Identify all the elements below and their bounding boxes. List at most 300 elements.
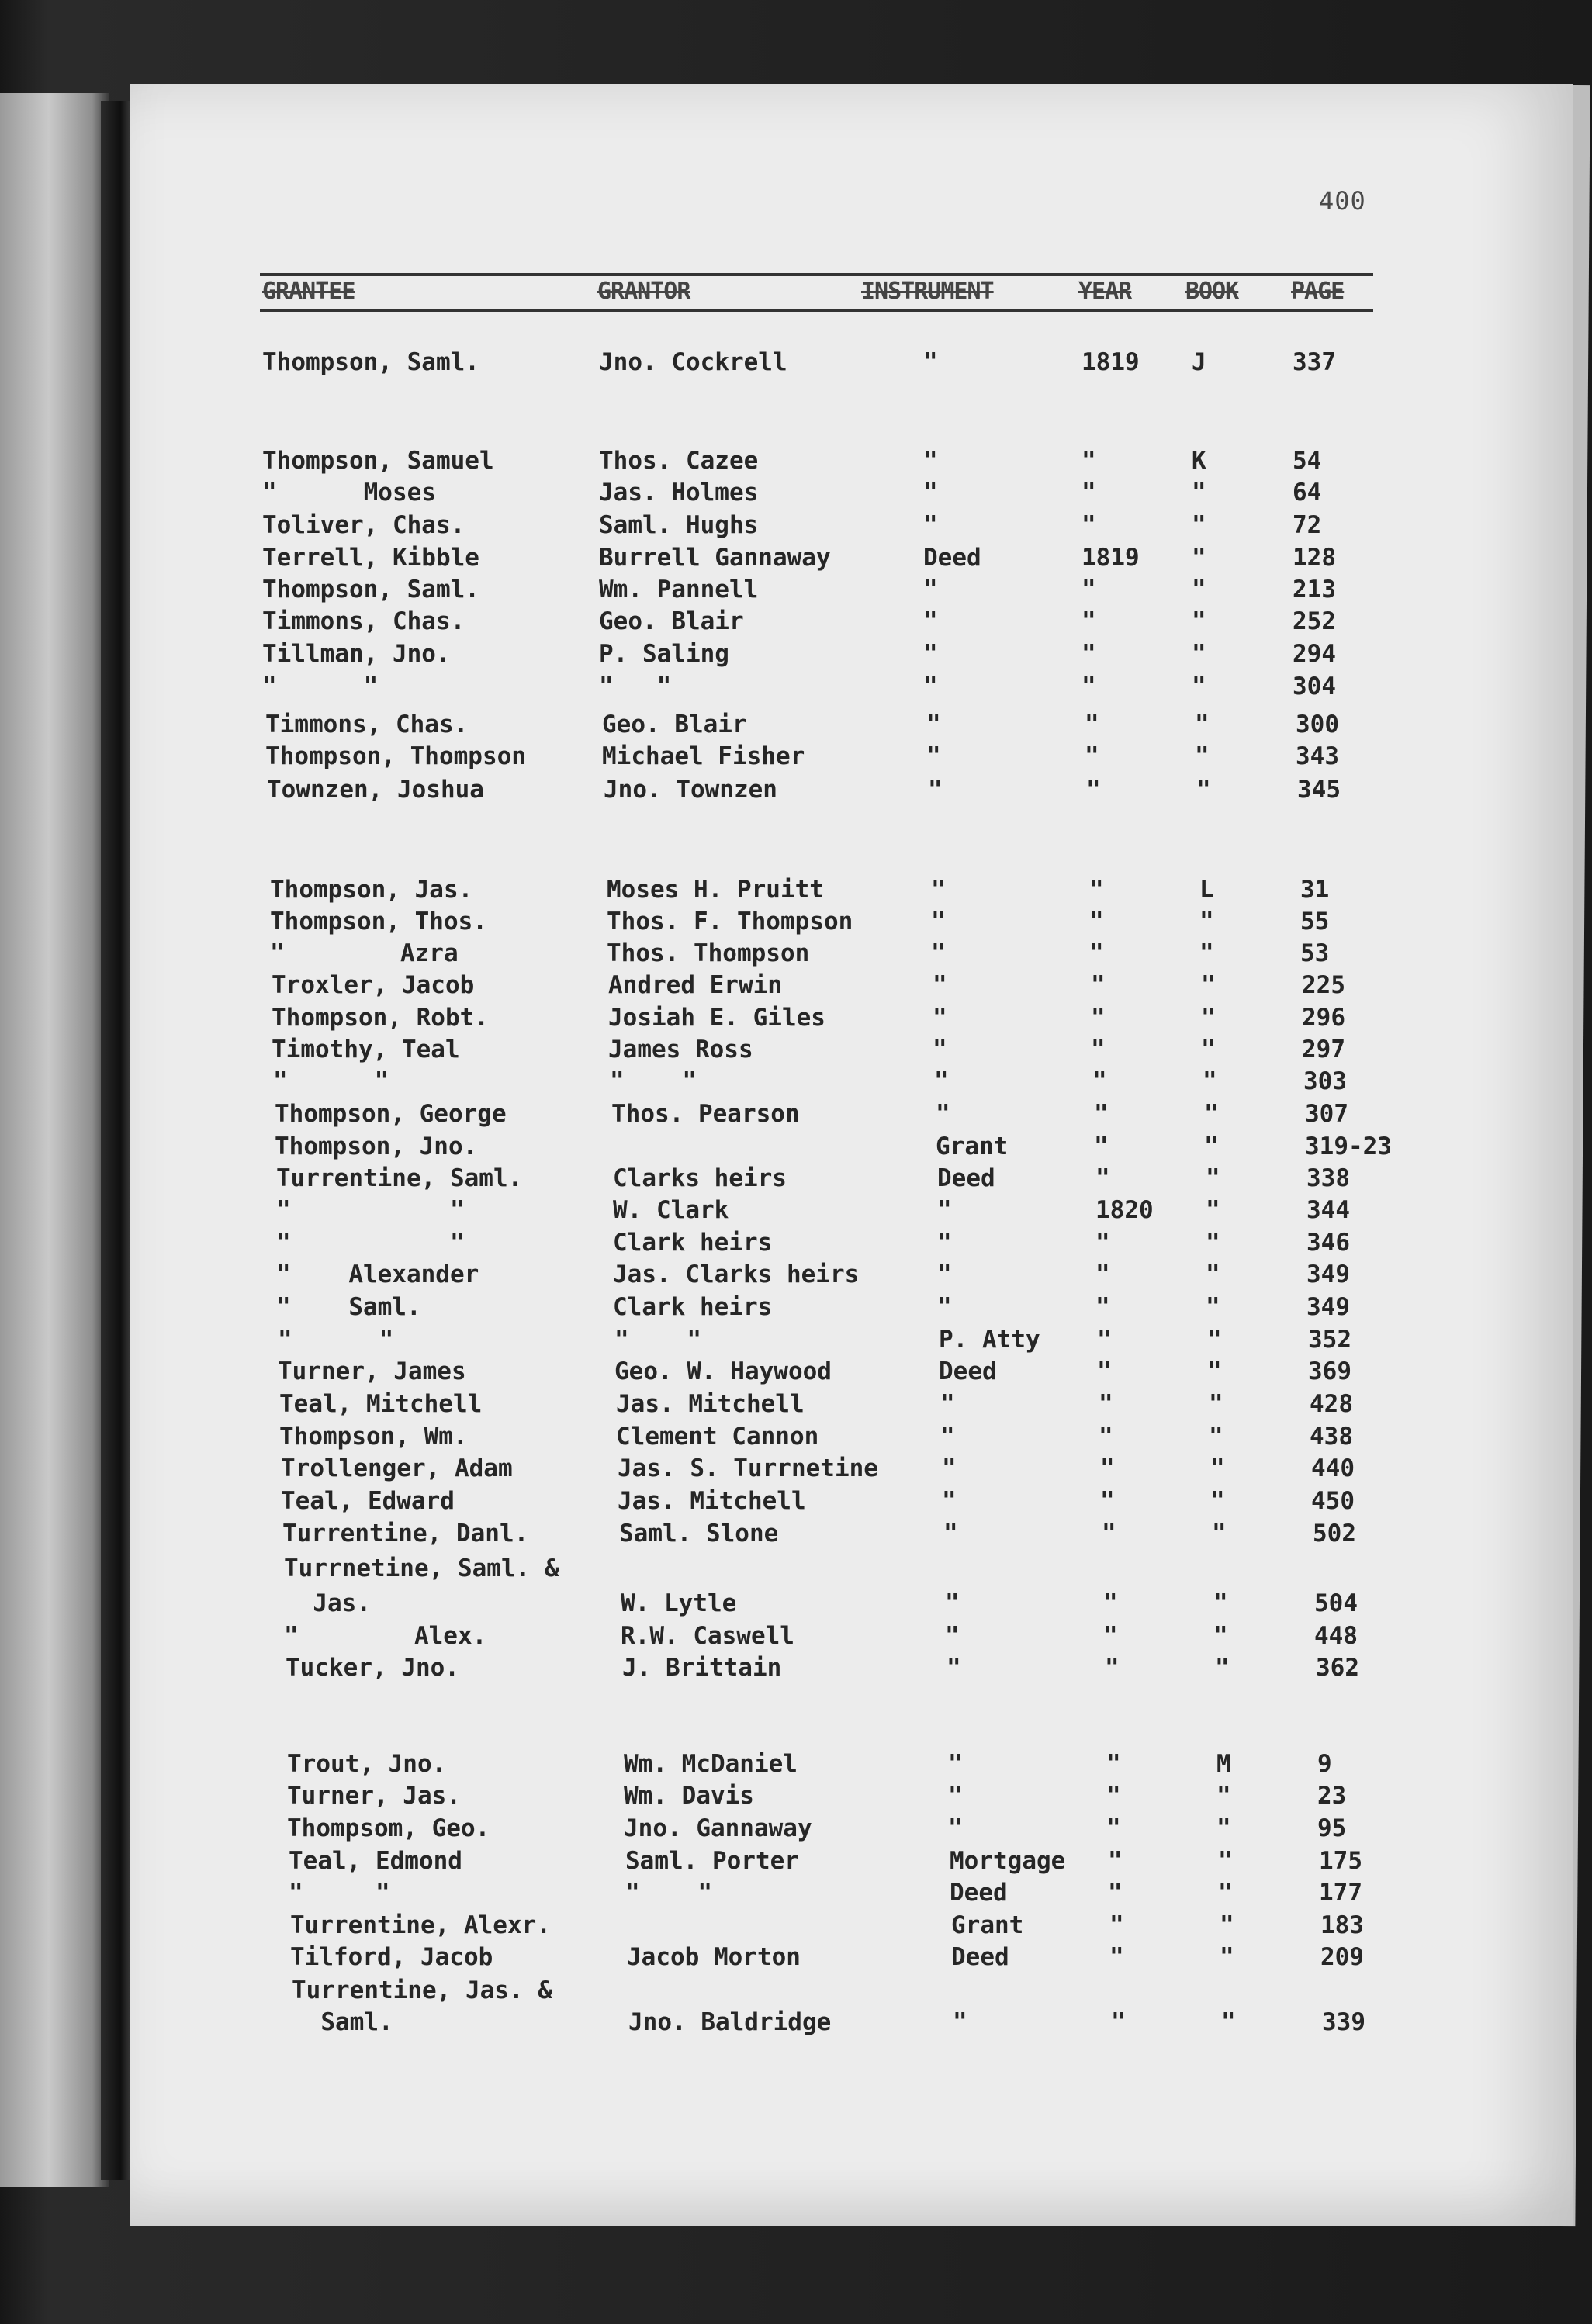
grantee-cell: Turrentine, Saml. bbox=[276, 1164, 523, 1192]
instrument-cell: " bbox=[926, 711, 941, 738]
header-grantor: GRANTOR bbox=[597, 278, 690, 305]
page-cell: 23 bbox=[1317, 1782, 1347, 1810]
instrument-cell: " bbox=[953, 2008, 967, 2036]
grantee-cell: Toliver, Chas. bbox=[262, 511, 465, 539]
year-cell: " bbox=[1095, 1261, 1110, 1288]
year-cell: " bbox=[1102, 1520, 1116, 1548]
instrument-cell: Grant bbox=[951, 1911, 1024, 1939]
table-row bbox=[0, 1323, 1592, 1357]
table-row bbox=[0, 476, 1592, 510]
book-cell: " bbox=[1215, 1654, 1230, 1682]
page-cell: 319-23 bbox=[1305, 1133, 1392, 1160]
book-cell: " bbox=[1212, 1520, 1227, 1548]
table-row bbox=[0, 541, 1592, 575]
book-cell: " bbox=[1203, 1067, 1217, 1095]
instrument-cell: " bbox=[923, 479, 938, 507]
year-cell: " bbox=[1106, 1782, 1121, 1810]
book-cell: " bbox=[1204, 1133, 1219, 1160]
instrument-cell: " bbox=[933, 1004, 947, 1032]
page-cell: 209 bbox=[1320, 1943, 1364, 1971]
grantee-cell: " " bbox=[289, 1879, 390, 1907]
grantee-cell: Teal, Edward bbox=[281, 1487, 455, 1515]
page-cell: 337 bbox=[1293, 348, 1336, 376]
table-row bbox=[0, 936, 1592, 970]
page-number: 400 bbox=[1319, 186, 1366, 216]
page-cell: 54 bbox=[1293, 447, 1322, 475]
year-cell: " bbox=[1108, 1847, 1123, 1875]
instrument-cell: " bbox=[945, 1589, 960, 1617]
table-row bbox=[0, 873, 1592, 907]
grantee-cell: " Saml. bbox=[276, 1293, 421, 1321]
grantee-cell: Turrnetine, Saml. & bbox=[284, 1555, 559, 1582]
book-cell: " bbox=[1206, 1261, 1220, 1288]
grantor-cell: Moses H. Pruitt bbox=[607, 876, 824, 904]
grantor-cell: Saml. Porter bbox=[625, 1847, 799, 1875]
year-cell: " bbox=[1094, 1133, 1109, 1160]
book-cell: " bbox=[1220, 1943, 1234, 1971]
year-cell: " bbox=[1097, 1326, 1112, 1354]
grantee-cell: Turrentine, Danl. bbox=[282, 1520, 529, 1548]
grantor-cell: W. Lytle bbox=[621, 1589, 737, 1617]
instrument-cell: " bbox=[942, 1454, 957, 1482]
table-row bbox=[0, 1129, 1592, 1164]
grantor-cell: Wm. Davis bbox=[624, 1782, 754, 1810]
grantor-cell: Saml. Slone bbox=[619, 1520, 779, 1548]
page-cell: 72 bbox=[1293, 511, 1322, 539]
year-cell: " bbox=[1100, 1487, 1115, 1515]
instrument-cell: " bbox=[947, 1654, 961, 1682]
instrument-cell: " bbox=[937, 1229, 952, 1257]
page-cell: 177 bbox=[1319, 1879, 1362, 1907]
book-cell: " bbox=[1209, 1390, 1223, 1418]
instrument-cell: " bbox=[923, 511, 938, 539]
instrument-cell: " bbox=[931, 876, 946, 904]
year-cell: " bbox=[1086, 776, 1101, 804]
grantee-cell: Thompson, Samuel bbox=[262, 447, 494, 475]
page-cell: 349 bbox=[1306, 1261, 1350, 1288]
year-cell: " bbox=[1108, 1879, 1123, 1907]
year-cell: " bbox=[1082, 673, 1096, 700]
page-cell: 352 bbox=[1308, 1326, 1351, 1354]
instrument-cell: " bbox=[948, 1782, 963, 1810]
book-cell: " bbox=[1204, 1100, 1219, 1128]
grantor-cell: Geo. W. Haywood bbox=[614, 1357, 832, 1385]
book-cell: " bbox=[1192, 673, 1206, 700]
book-cell: " bbox=[1213, 1589, 1228, 1617]
grantor-cell: Thos. Pearson bbox=[611, 1100, 800, 1128]
instrument-cell: " bbox=[936, 1100, 950, 1128]
instrument-cell: " bbox=[923, 607, 938, 635]
year-cell: " bbox=[1082, 479, 1096, 507]
year-cell: " bbox=[1111, 2008, 1126, 2036]
grantor-cell: Jas. Holmes bbox=[599, 479, 759, 507]
table-row bbox=[0, 637, 1592, 671]
table-row bbox=[0, 968, 1592, 1002]
grantee-cell: Thompson, George bbox=[275, 1100, 507, 1128]
grantee-cell: Troxler, Jacob bbox=[272, 971, 475, 999]
grantee-cell: Thompson, Thos. bbox=[270, 908, 487, 935]
year-cell: " bbox=[1105, 1654, 1120, 1682]
book-cell: " bbox=[1207, 1326, 1222, 1354]
instrument-cell: Mortgage bbox=[950, 1847, 1066, 1875]
book-cell: " bbox=[1192, 576, 1206, 603]
table-row bbox=[0, 1257, 1592, 1292]
instrument-cell: Deed bbox=[951, 1943, 1009, 1971]
page-cell: 504 bbox=[1314, 1589, 1358, 1617]
grantor-cell: " " bbox=[614, 1326, 701, 1354]
table-row bbox=[0, 1811, 1592, 1845]
year-cell: " bbox=[1095, 1293, 1110, 1321]
book-cell: J bbox=[1192, 348, 1206, 376]
grantee-cell: " Azra bbox=[270, 939, 459, 967]
grantee-cell: Saml. bbox=[292, 2008, 393, 2036]
book-cell: " bbox=[1213, 1622, 1228, 1650]
grantee-cell: Thompson, Saml. bbox=[262, 348, 479, 376]
grantee-cell: Thompson, Wm. bbox=[279, 1423, 468, 1451]
table-row bbox=[0, 1354, 1592, 1389]
grantor-cell: Geo. Blair bbox=[599, 607, 744, 635]
page-cell: 175 bbox=[1319, 1847, 1362, 1875]
page-cell: 345 bbox=[1297, 776, 1341, 804]
table-row bbox=[0, 904, 1592, 939]
table-row bbox=[0, 1420, 1592, 1454]
year-cell: " bbox=[1085, 711, 1099, 738]
instrument-cell: " bbox=[923, 640, 938, 668]
page-cell: 440 bbox=[1311, 1454, 1355, 1482]
table-row bbox=[0, 1973, 1592, 2008]
book-cell: " bbox=[1216, 1782, 1231, 1810]
instrument-cell: Deed bbox=[937, 1164, 995, 1192]
page-cell: 300 bbox=[1296, 711, 1339, 738]
table-row bbox=[0, 707, 1592, 742]
table-row bbox=[0, 1940, 1592, 1974]
book-cell: " bbox=[1192, 544, 1206, 572]
book-cell: " bbox=[1196, 776, 1211, 804]
book-cell: " bbox=[1192, 511, 1206, 539]
page-cell: 349 bbox=[1306, 1293, 1350, 1321]
grantor-cell: Clark heirs bbox=[613, 1293, 773, 1321]
grantor-cell: W. Clark bbox=[613, 1196, 729, 1224]
page-cell: 346 bbox=[1306, 1229, 1350, 1257]
book-cell: " bbox=[1199, 939, 1214, 967]
book-cell: " bbox=[1206, 1196, 1220, 1224]
instrument-cell: " bbox=[923, 673, 938, 700]
grantor-cell: " " bbox=[599, 673, 672, 700]
book-cell: " bbox=[1206, 1293, 1220, 1321]
book-cell: " bbox=[1206, 1229, 1220, 1257]
grantor-cell: Thos. Thompson bbox=[607, 939, 810, 967]
grantor-cell: Geo. Blair bbox=[602, 711, 747, 738]
grantor-cell: Michael Fisher bbox=[602, 742, 805, 770]
year-cell: " bbox=[1082, 447, 1096, 475]
grantor-cell: Jas. S. Turrnetine bbox=[618, 1454, 878, 1482]
grantee-cell: " " bbox=[278, 1326, 394, 1354]
page-cell: 448 bbox=[1314, 1622, 1358, 1650]
grantor-cell: Jas. Clarks heirs bbox=[613, 1261, 860, 1288]
book-cell: " bbox=[1216, 1814, 1231, 1842]
year-cell: " bbox=[1082, 576, 1096, 603]
grantee-cell: Trollenger, Adam bbox=[281, 1454, 513, 1482]
grantee-cell: Turrentine, Jas. & bbox=[292, 1976, 552, 2004]
page-cell: 438 bbox=[1310, 1423, 1353, 1451]
page-cell: 297 bbox=[1302, 1036, 1345, 1063]
instrument-cell: Deed bbox=[923, 544, 981, 572]
year-cell: " bbox=[1092, 1067, 1107, 1095]
grantor-cell: Saml. Hughs bbox=[599, 511, 759, 539]
grantor-cell: Jno. Gannaway bbox=[624, 1814, 812, 1842]
page-cell: 362 bbox=[1316, 1654, 1359, 1682]
grantor-cell: Andred Erwin bbox=[608, 971, 782, 999]
page-cell: 344 bbox=[1306, 1196, 1350, 1224]
book-cell: " bbox=[1201, 971, 1216, 999]
instrument-cell: " bbox=[945, 1622, 960, 1650]
table-row bbox=[0, 1064, 1592, 1098]
book-cell: " bbox=[1192, 640, 1206, 668]
grantor-cell: Jas. Mitchell bbox=[616, 1390, 805, 1418]
grantee-cell: Trout, Jno. bbox=[287, 1750, 447, 1778]
grantor-cell: Thos. Cazee bbox=[599, 447, 759, 475]
grantor-cell: " " bbox=[610, 1067, 697, 1095]
book-cell: " bbox=[1210, 1454, 1225, 1482]
page-cell: 294 bbox=[1293, 640, 1336, 668]
year-cell: " bbox=[1097, 1357, 1112, 1385]
table-row bbox=[0, 1747, 1592, 1781]
book-cell: " bbox=[1220, 1911, 1234, 1939]
instrument-cell: " bbox=[934, 1067, 949, 1095]
grantor-cell: Jno. Townzen bbox=[604, 776, 777, 804]
year-cell: " bbox=[1091, 1036, 1106, 1063]
grantee-cell: " " bbox=[273, 1067, 389, 1095]
grantor-cell: Wm. Pannell bbox=[599, 576, 759, 603]
grantee-cell: Thompson, Jas. bbox=[270, 876, 473, 904]
year-cell: " bbox=[1106, 1750, 1121, 1778]
grantee-cell: Thompson, Thompson bbox=[265, 742, 526, 770]
page-cell: 304 bbox=[1293, 673, 1336, 700]
year-cell: " bbox=[1091, 1004, 1106, 1032]
table-row bbox=[0, 508, 1592, 542]
instrument-cell: " bbox=[948, 1750, 963, 1778]
table-row bbox=[0, 1619, 1592, 1653]
table-row bbox=[0, 669, 1592, 704]
book-cell: " bbox=[1206, 1164, 1220, 1192]
table-row bbox=[0, 1001, 1592, 1035]
instrument-cell: " bbox=[931, 908, 946, 935]
year-cell: " bbox=[1099, 1423, 1113, 1451]
grantee-cell: Thompsom, Geo. bbox=[287, 1814, 490, 1842]
year-cell: " bbox=[1103, 1622, 1118, 1650]
year-cell: " bbox=[1094, 1100, 1109, 1128]
page-cell: 343 bbox=[1296, 742, 1339, 770]
year-cell: " bbox=[1109, 1943, 1124, 1971]
book-cell: " bbox=[1199, 908, 1214, 935]
year-cell: " bbox=[1109, 1911, 1124, 1939]
page-cell: 450 bbox=[1311, 1487, 1355, 1515]
table-row bbox=[0, 1387, 1592, 1421]
grantor-cell: " " bbox=[625, 1879, 712, 1907]
grantor-cell: Jno. Cockrell bbox=[599, 348, 787, 376]
grantee-cell: Timmons, Chas. bbox=[262, 607, 465, 635]
grantee-cell: Timothy, Teal bbox=[272, 1036, 460, 1063]
table-row bbox=[0, 2005, 1592, 2039]
grantee-cell: Tilford, Jacob bbox=[290, 1943, 493, 1971]
page-cell: 428 bbox=[1310, 1390, 1353, 1418]
instrument-cell: " bbox=[948, 1814, 963, 1842]
header-book: BOOK bbox=[1185, 278, 1239, 305]
year-cell: " bbox=[1085, 742, 1099, 770]
table-row bbox=[0, 1908, 1592, 1942]
page-cell: 339 bbox=[1322, 2008, 1365, 2036]
table-row bbox=[0, 1032, 1592, 1067]
page-cell: 31 bbox=[1300, 876, 1330, 904]
instrument-cell: " bbox=[923, 348, 938, 376]
header-year: YEAR bbox=[1078, 278, 1132, 305]
grantee-cell: " Alexander bbox=[276, 1261, 479, 1288]
grantor-cell: Jas. Mitchell bbox=[618, 1487, 806, 1515]
book-cell: " bbox=[1221, 2008, 1236, 2036]
table-row bbox=[0, 1651, 1592, 1685]
year-cell: " bbox=[1089, 939, 1104, 967]
grantor-cell: Clement Cannon bbox=[616, 1423, 819, 1451]
grantor-cell: Josiah E. Giles bbox=[608, 1004, 825, 1032]
instrument-cell: " bbox=[937, 1261, 952, 1288]
instrument-cell: " bbox=[937, 1293, 952, 1321]
page-cell: 307 bbox=[1305, 1100, 1348, 1128]
page-cell: 252 bbox=[1293, 607, 1336, 635]
table-row bbox=[0, 1097, 1592, 1131]
header-instrument: INSTRUMENT bbox=[861, 278, 994, 305]
page-cell: 502 bbox=[1313, 1520, 1356, 1548]
table-row bbox=[0, 572, 1592, 607]
book-cell: " bbox=[1218, 1847, 1233, 1875]
book-cell: L bbox=[1199, 876, 1214, 904]
instrument-cell: " bbox=[937, 1196, 952, 1224]
table-row bbox=[0, 1226, 1592, 1260]
year-cell: " bbox=[1095, 1164, 1110, 1192]
grantee-cell: Turner, Jas. bbox=[287, 1782, 461, 1810]
table-row bbox=[0, 1484, 1592, 1518]
grantee-cell: Townzen, Joshua bbox=[267, 776, 484, 804]
year-cell: " bbox=[1082, 511, 1096, 539]
year-cell: 1819 bbox=[1082, 544, 1140, 572]
page-cell: 53 bbox=[1300, 939, 1330, 967]
year-cell: " bbox=[1095, 1229, 1110, 1257]
year-cell: " bbox=[1091, 971, 1106, 999]
grantor-cell: Thos. F. Thompson bbox=[607, 908, 853, 935]
year-cell: 1820 bbox=[1095, 1196, 1154, 1224]
year-cell: 1819 bbox=[1082, 348, 1140, 376]
header-grantee: GRANTEE bbox=[262, 278, 355, 305]
table-row bbox=[0, 739, 1592, 773]
grantor-cell: Clark heirs bbox=[613, 1229, 773, 1257]
grantee-cell: Terrell, Kibble bbox=[262, 544, 479, 572]
grantee-cell: Turner, James bbox=[278, 1357, 466, 1385]
page-cell: 64 bbox=[1293, 479, 1322, 507]
instrument-cell: " bbox=[943, 1520, 958, 1548]
instrument-cell: " bbox=[933, 971, 947, 999]
year-cell: " bbox=[1089, 876, 1104, 904]
table-row bbox=[0, 345, 1592, 379]
page-cell: 55 bbox=[1300, 908, 1330, 935]
grantee-cell: Thompson, Robt. bbox=[272, 1004, 489, 1032]
table-row bbox=[0, 1193, 1592, 1227]
page-cell: 296 bbox=[1302, 1004, 1345, 1032]
grantee-cell: Tillman, Jno. bbox=[262, 640, 451, 668]
book-cell: " bbox=[1209, 1423, 1223, 1451]
table-row bbox=[0, 1290, 1592, 1324]
instrument-cell: " bbox=[940, 1390, 955, 1418]
table-row bbox=[0, 1779, 1592, 1813]
table-row bbox=[0, 1586, 1592, 1620]
instrument-cell: " bbox=[933, 1036, 947, 1063]
book-cell: " bbox=[1207, 1357, 1222, 1385]
page-cell: 9 bbox=[1317, 1750, 1332, 1778]
header-page: PAGE bbox=[1291, 278, 1345, 305]
table-row bbox=[0, 1876, 1592, 1910]
year-cell: " bbox=[1099, 1390, 1113, 1418]
grantee-cell: Teal, Edmond bbox=[289, 1847, 462, 1875]
instrument-cell: Deed bbox=[939, 1357, 997, 1385]
grantor-cell: James Ross bbox=[608, 1036, 753, 1063]
grantor-cell: Jacob Morton bbox=[627, 1943, 801, 1971]
instrument-cell: " bbox=[926, 742, 941, 770]
page-cell: 183 bbox=[1320, 1911, 1364, 1939]
grantor-cell: Clarks heirs bbox=[613, 1164, 787, 1192]
grantor-cell: P. Saling bbox=[599, 640, 729, 668]
grantor-cell: Burrell Gannaway bbox=[599, 544, 831, 572]
grantee-cell: " " bbox=[276, 1196, 465, 1224]
grantee-cell: Turrentine, Alexr. bbox=[290, 1911, 551, 1939]
grantee-cell: " Alex. bbox=[284, 1622, 487, 1650]
grantee-cell: Teal, Mitchell bbox=[279, 1390, 483, 1418]
instrument-cell: " bbox=[940, 1423, 955, 1451]
page-cell: 95 bbox=[1317, 1814, 1347, 1842]
grantee-cell: Thompson, Saml. bbox=[262, 576, 479, 603]
year-cell: " bbox=[1082, 640, 1096, 668]
grantor-cell: Jno. Baldridge bbox=[628, 2008, 832, 2036]
page-cell: 225 bbox=[1302, 971, 1345, 999]
page-cell: 303 bbox=[1303, 1067, 1347, 1095]
grantee-cell: Timmons, Chas. bbox=[265, 711, 469, 738]
grantee-cell: Thompson, Jno. bbox=[275, 1133, 478, 1160]
year-cell: " bbox=[1103, 1589, 1118, 1617]
grantor-cell: J. Brittain bbox=[622, 1654, 782, 1682]
table-row bbox=[0, 1516, 1592, 1551]
page-cell: 128 bbox=[1293, 544, 1336, 572]
year-cell: " bbox=[1100, 1454, 1115, 1482]
table-row bbox=[0, 604, 1592, 638]
book-cell: M bbox=[1216, 1750, 1231, 1778]
book-cell: " bbox=[1201, 1004, 1216, 1032]
instrument-cell: Grant bbox=[936, 1133, 1009, 1160]
book-cell: " bbox=[1192, 479, 1206, 507]
instrument-cell: P. Atty bbox=[939, 1326, 1040, 1354]
table-row bbox=[0, 444, 1592, 478]
table-row bbox=[0, 1451, 1592, 1485]
book-cell: " bbox=[1195, 711, 1210, 738]
instrument-cell: " bbox=[923, 447, 938, 475]
year-cell: " bbox=[1082, 607, 1096, 635]
grantor-cell: R.W. Caswell bbox=[621, 1622, 794, 1650]
page-cell: 213 bbox=[1293, 576, 1336, 603]
instrument-cell: " bbox=[931, 939, 946, 967]
book-cell: " bbox=[1210, 1487, 1225, 1515]
grantor-cell: Wm. McDaniel bbox=[624, 1750, 798, 1778]
instrument-cell: " bbox=[928, 776, 943, 804]
table-row bbox=[0, 1844, 1592, 1878]
book-cell: " bbox=[1218, 1879, 1233, 1907]
table-row bbox=[0, 1551, 1592, 1586]
instrument-cell: " bbox=[942, 1487, 957, 1515]
